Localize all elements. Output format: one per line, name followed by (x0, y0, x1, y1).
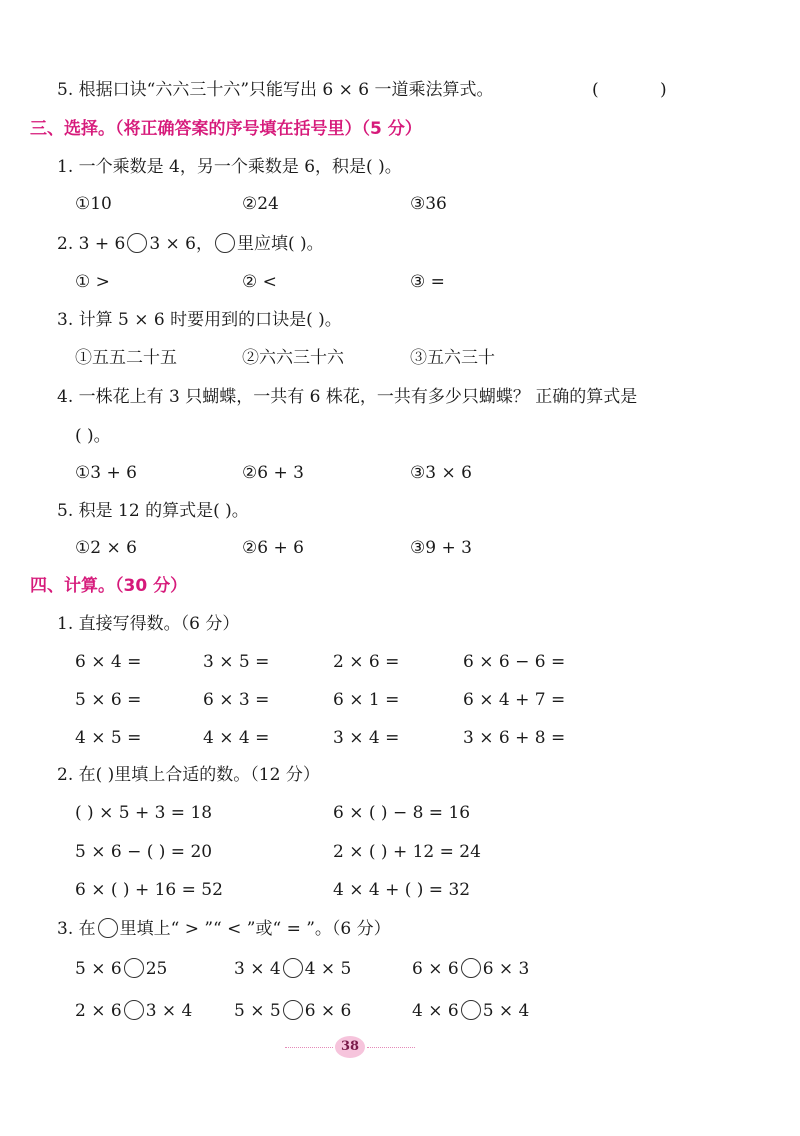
sec3-q2-stem: 2. 3 + 6 3 × 6， 里应填( )。 (57, 234, 324, 254)
sec4-part-3-title: 3. 在 里填上“ > ”“ < ”或“ = ”。（6 分） (57, 919, 391, 939)
sec3-q4-option-1: ①3 + 6 (75, 463, 137, 483)
calc-item: 6 × 3 = (203, 690, 270, 710)
calc-item: 6 × 6 − 6 = (463, 652, 566, 672)
sec3-q1-stem: 1. 一个乘数是 4，另一个乘数是 6，积是( )。 (57, 157, 402, 177)
answer-paren-open: ( (592, 80, 599, 100)
sec3-q3-option-2: ②六六三十六 (242, 348, 344, 368)
sec3-q2-option-2: ② < (242, 272, 277, 292)
compare-item: 5 × 5 6 × 6 (234, 1001, 352, 1021)
sec3-q2-option-3: ③ = (410, 272, 445, 292)
sec3-q3-stem: 3. 计算 5 × 6 时要用到的口诀是( )。 (57, 310, 342, 330)
comparison-circle[interactable] (283, 1000, 303, 1020)
fill-blank-item: 2 × ( ) + 12 = 24 (333, 842, 481, 862)
section-4-heading: 四、计算。（30 分） (30, 576, 188, 596)
calc-item: 5 × 6 = (75, 690, 142, 710)
comparison-circle[interactable] (124, 958, 144, 978)
sec3-q1-option-2: ②24 (242, 194, 279, 214)
calc-item: 3 × 6 + 8 = (463, 728, 566, 748)
fill-blank-item: 6 × ( ) − 8 = 16 (333, 803, 471, 823)
calc-item: 3 × 5 = (203, 652, 270, 672)
sec3-q1-option-3: ③36 (410, 194, 447, 214)
fill-blank-item: 4 × 4 + ( ) = 32 (333, 880, 471, 900)
calc-item: 6 × 4 + 7 = (463, 690, 566, 710)
calc-item: 6 × 4 = (75, 652, 142, 672)
sec3-q1-option-1: ①10 (75, 194, 112, 214)
sec4-part-1-title: 1. 直接写得数。（6 分） (57, 614, 240, 634)
sec3-q4-option-3: ③3 × 6 (410, 463, 472, 483)
calc-item: 4 × 5 = (75, 728, 142, 748)
footer-dotted-line-right (367, 1047, 415, 1048)
calc-item: 2 × 6 = (333, 652, 400, 672)
sec3-q5-stem: 5. 积是 12 的算式是( )。 (57, 501, 249, 521)
sec3-q3-option-3: ③五六三十 (410, 348, 495, 368)
comparison-circle[interactable] (283, 958, 303, 978)
comparison-circle[interactable] (124, 1000, 144, 1020)
sec4-part-2-title: 2. 在( )里填上合适的数。（12 分） (57, 765, 320, 785)
fill-blank-item: 5 × 6 − ( ) = 20 (75, 842, 213, 862)
footer-dotted-line-left (285, 1047, 333, 1048)
comparison-circle (98, 918, 118, 938)
sec3-q3-option-1: ①五五二十五 (75, 348, 177, 368)
section-3-heading: 三、选择。（将正确答案的序号填在括号里）（5 分） (30, 119, 422, 139)
fill-blank-item: 6 × ( ) + 16 = 52 (75, 880, 223, 900)
sec3-q4-stem: 4. 一株花上有 3 只蝴蝶，一共有 6 株花，一共有多少只蝴蝶？ 正确的算式是 (57, 387, 638, 407)
comparison-circle (215, 233, 235, 253)
sec3-q5-option-1: ①2 × 6 (75, 538, 137, 558)
fill-blank-item: ( ) × 5 + 3 = 18 (75, 803, 213, 823)
comparison-circle[interactable] (461, 1000, 481, 1020)
compare-item: 6 × 6 6 × 3 (412, 959, 530, 979)
sec3-q2-option-1: ① > (75, 272, 110, 292)
comparison-circle[interactable] (461, 958, 481, 978)
sec3-q4-stem-continued: ( )。 (75, 426, 111, 446)
calc-item: 4 × 4 = (203, 728, 270, 748)
sec3-q5-option-2: ②6 + 6 (242, 538, 304, 558)
comparison-circle (127, 233, 147, 253)
answer-paren-close: ) (660, 80, 667, 100)
calc-item: 6 × 1 = (333, 690, 400, 710)
compare-item: 3 × 4 4 × 5 (234, 959, 352, 979)
compare-item: 2 × 6 3 × 4 (75, 1001, 193, 1021)
sec3-q4-option-2: ②6 + 3 (242, 463, 304, 483)
question-text: 5. 根据口诀“六六三十六”只能写出 6 × 6 一道乘法算式。 (57, 80, 494, 100)
compare-item: 5 × 6 25 (75, 959, 168, 979)
question-5-judgement (57, 78, 494, 102)
calc-item: 3 × 4 = (333, 728, 400, 748)
page-number: 38 (335, 1036, 365, 1058)
compare-item: 4 × 6 5 × 4 (412, 1001, 530, 1021)
sec3-q5-option-3: ③9 + 3 (410, 538, 472, 558)
